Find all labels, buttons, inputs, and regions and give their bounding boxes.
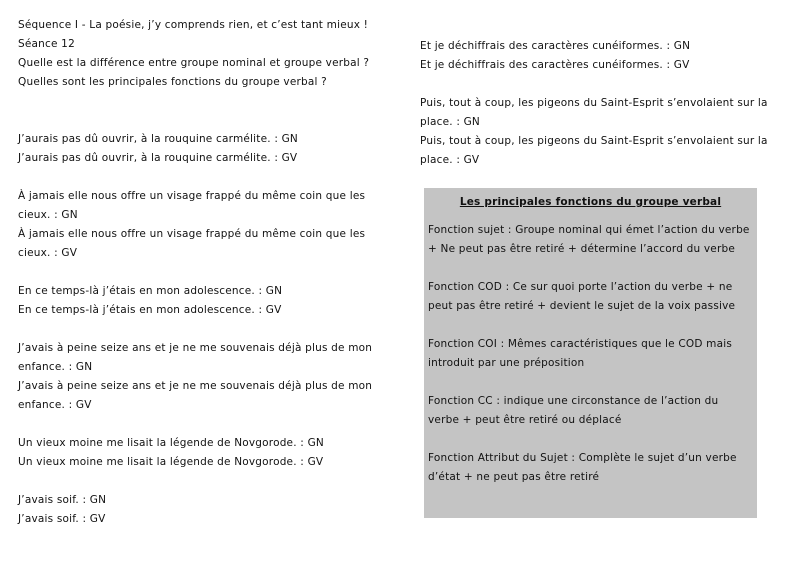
sentence-gn: J’avais à peine seize ans et je ne me souvenais déjà plus de mon enfance. : GN: [18, 342, 373, 373]
sentence-gv: J’aurais pas dû ouvrir, à la rouquine carmélite. : GV: [18, 152, 298, 164]
sentence-gv: À jamais elle nous offre un visage frappé du même coin que les cieux. : GV: [18, 228, 366, 259]
sentence-gv: J’avais soif. : GV: [18, 513, 106, 525]
sentence-gn: Un vieux moine me lisait la légende de Novgorode. : GN: [18, 437, 324, 449]
sentence-gv: En ce temps-là j’étais en mon adolescence. : GV: [18, 304, 282, 316]
right-column: [420, 37, 780, 170]
function-cod: Fonction COD : Ce sur quoi porte l’action du verbe + ne peut pas être retiré + devient le sujet de la voix passive: [428, 281, 736, 312]
sentence-gn: Et je déchiffrais des caractères cunéiformes. : GN: [420, 40, 691, 52]
sentence-gn: Puis, tout à coup, les pigeons du Saint-Esprit s’envolaient sur la place. : GN: [420, 97, 768, 128]
sentence-gv: Et je déchiffrais des caractères cunéiformes. : GV: [420, 59, 690, 71]
function-cc: Fonction CC : indique une circonstance de l’action du verbe + peut être retiré ou déplacé: [428, 395, 719, 426]
sentence-gv: Un vieux moine me lisait la légende de Novgorode. : GV: [18, 456, 324, 468]
sentence-gn: En ce temps-là j’étais en mon adolescence. : GN: [18, 285, 283, 297]
functions-box: [424, 188, 757, 518]
sentence-gn: J’avais soif. : GN: [18, 494, 107, 506]
function-coi: Fonction COI : Mêmes caractéristiques que le COD mais introduit par une préposition: [428, 338, 733, 369]
sentence-gn: J’aurais pas dû ouvrir, à la rouquine carmélite. : GN: [18, 133, 298, 145]
question-1: Quelle est la différence entre groupe nominal et groupe verbal ?: [18, 57, 370, 69]
sentence-gv: Puis, tout à coup, les pigeons du Saint-Esprit s’envolaient sur la place. : GV: [420, 135, 768, 166]
left-column: [18, 16, 388, 529]
sentence-gv: J’avais à peine seize ans et je ne me souvenais déjà plus de mon enfance. : GV: [18, 380, 373, 411]
functions-box-title: Les principales fonctions du groupe verbal: [459, 196, 722, 208]
sequence-title: Séquence I - La poésie, j’y comprends rien, et c’est tant mieux !: [18, 19, 369, 31]
function-attribut: Fonction Attribut du Sujet : Complète le sujet d’un verbe d’état + ne peut pas être retiré: [428, 452, 737, 483]
seance-title: Séance 12: [18, 38, 75, 50]
sentence-gn: À jamais elle nous offre un visage frappé du même coin que les cieux. : GN: [18, 190, 366, 221]
question-2: Quelles sont les principales fonctions du groupe verbal ?: [18, 76, 327, 88]
function-sujet: Fonction sujet : Groupe nominal qui émet l’action du verbe + Ne peut pas être retiré + détermine l’accord du verbe: [428, 224, 750, 255]
